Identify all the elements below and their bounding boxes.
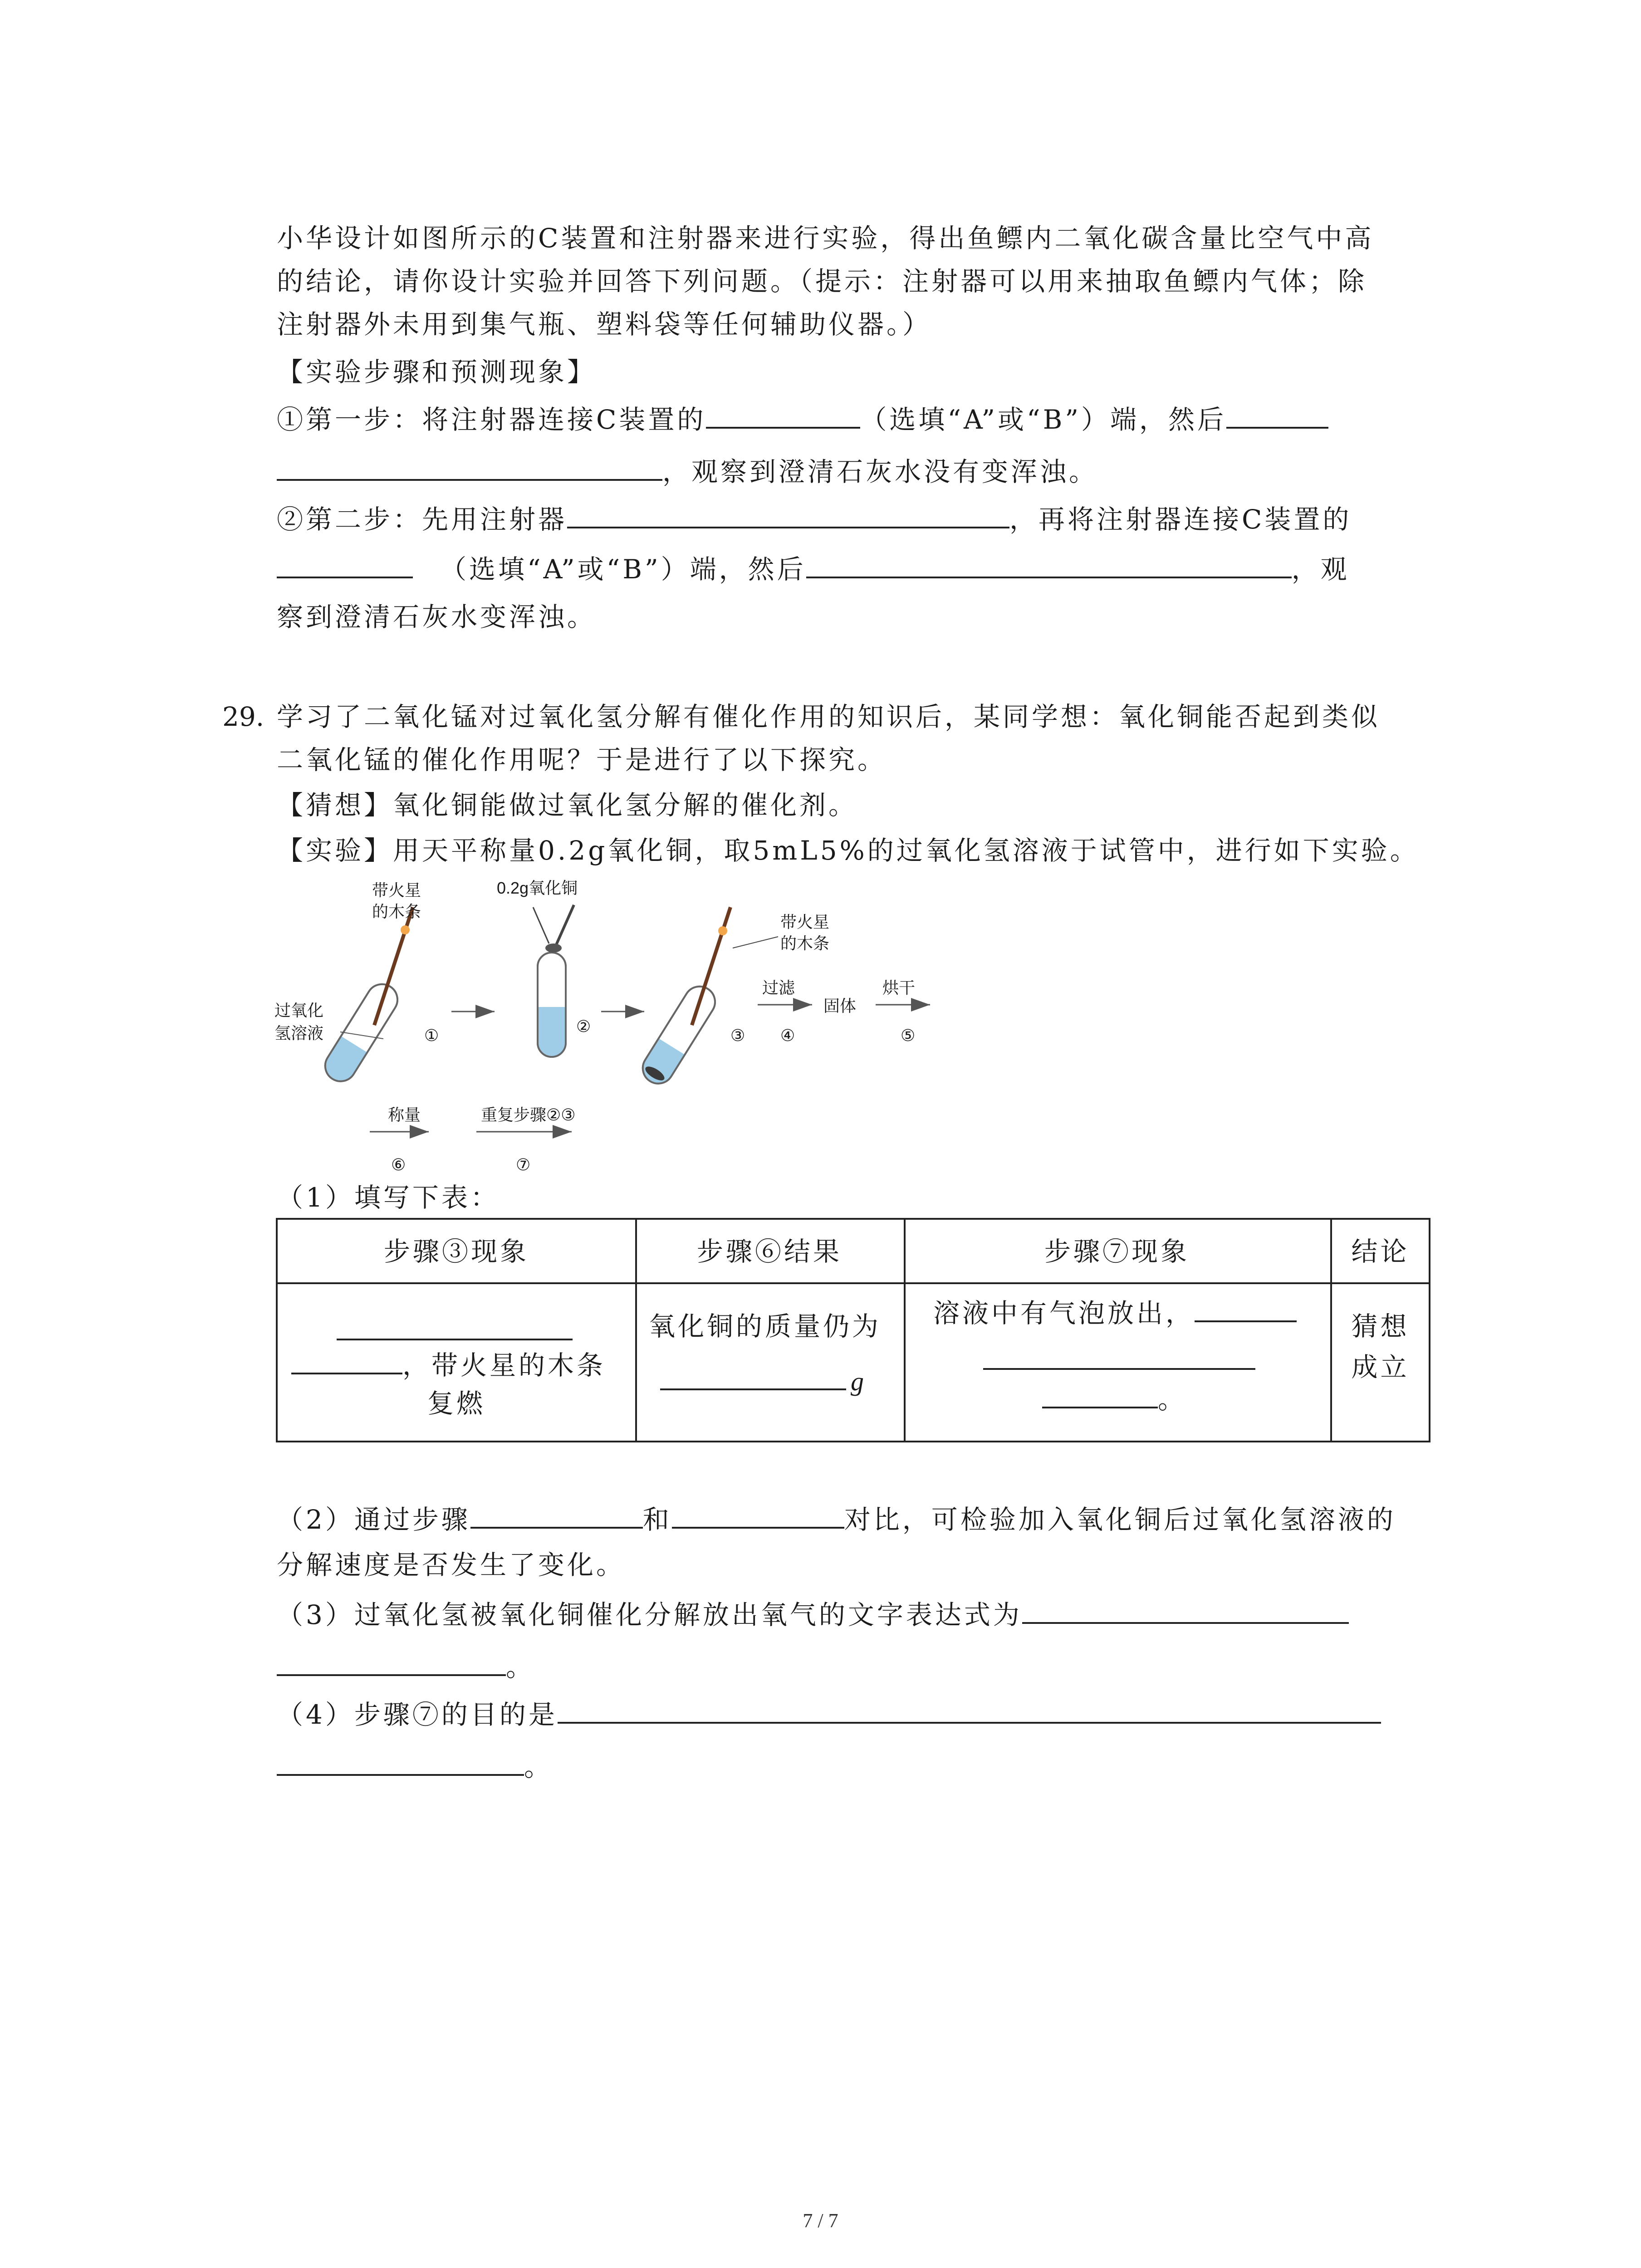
cell1-text: ，带火星的木条 <box>402 1350 606 1381</box>
ember-1 <box>401 925 410 934</box>
solution-label-a: 过氧化 <box>274 1001 324 1020</box>
cell2-text: 氧化铜的质量仍为 <box>649 1311 882 1342</box>
cell3-end: 。 <box>1158 1384 1187 1415</box>
page-number: 7 / 7 <box>803 2209 838 2232</box>
sub4-end: 。 <box>524 1751 554 1782</box>
sub-question-2-cont: 分解速度是否发生了变化。 <box>277 1549 626 1580</box>
step1-blank-end[interactable] <box>706 399 860 429</box>
sub2-blank-b[interactable] <box>672 1499 844 1529</box>
sub-question-3-cont <box>277 1644 535 1690</box>
q29-line-1: 学习了二氧化锰对过氧化氢分解有催化作用的知识后，某同学想：氧化铜能否起到类似 <box>277 701 1381 732</box>
step1-blank-action[interactable] <box>1226 399 1328 429</box>
intro-line-1: 小华设计如图所示的C装置和注射器来进行实验，得出鱼鳔内二氧化碳含量比空气中高 <box>277 223 1374 254</box>
sub3-text: （3）过氧化氢被氧化铜催化分解放出氧气的文字表达式为 <box>277 1599 1022 1630</box>
cell3-blank-a[interactable] <box>1195 1292 1297 1322</box>
steps-heading: 【实验步骤和预测现象】 <box>277 357 597 387</box>
splint1-label-a: 带火星 <box>372 881 421 899</box>
cell-conclusion <box>1330 1288 1430 1442</box>
spatula-head <box>545 943 562 953</box>
cell2-blank-mass[interactable] <box>660 1360 846 1390</box>
test-tube-2 <box>538 953 566 1057</box>
step-num-4: ④ <box>780 1026 795 1045</box>
cell1-blank-b[interactable] <box>291 1344 402 1374</box>
step1-text-c: ，观察到澄清石灰水没有变浑浊。 <box>662 456 1098 487</box>
experiment-diagram <box>272 875 975 1193</box>
cuo-label: 0.2g氧化铜 <box>497 879 578 897</box>
step2-text-c: （选填“A”或“B”）端，然后 <box>440 554 806 585</box>
filter-label: 过滤 <box>762 978 795 997</box>
cell3-blank-b[interactable] <box>983 1340 1255 1370</box>
cuo-leader <box>533 907 549 943</box>
splint2-leader <box>733 937 778 948</box>
test-tube-1 <box>319 978 403 1087</box>
intro-line-2: 的结论，请你设计实验并回答下列问题。（提示：注射器可以用来抽取鱼鳔内气体；除 <box>277 266 1367 297</box>
sub-question-4 <box>277 1692 1381 1737</box>
cell1-last: 复燃 <box>427 1388 485 1419</box>
cell4-line-2: 成立 <box>1351 1352 1410 1383</box>
sub-question-4-cont <box>277 1744 553 1789</box>
table-header-2: 步骤⑥结果 <box>696 1236 842 1267</box>
sub2-text-c: 对比，可检验加入氧化铜后过氧化氢溶液的 <box>844 1504 1396 1535</box>
step2-blank-end[interactable] <box>277 548 413 578</box>
step2-line-2 <box>277 547 1350 592</box>
splint2-label-b: 的木条 <box>780 934 830 953</box>
step2-text-b: ，再将注射器连接C装置的 <box>1009 504 1352 535</box>
sub4-blank-b[interactable] <box>277 1746 524 1776</box>
weigh-label: 称量 <box>388 1105 421 1124</box>
table-header-1: 步骤③现象 <box>383 1236 529 1267</box>
q29-guess: 【猜想】氧化铜能做过氧化氢分解的催化剂。 <box>277 790 858 821</box>
step-num-1: ① <box>424 1026 439 1045</box>
sub2-text-b: 和 <box>642 1504 672 1535</box>
cell4-line-1: 猜想 <box>1351 1311 1410 1342</box>
cell3-text: 溶液中有气泡放出， <box>933 1298 1195 1329</box>
sub2-text-a: （2）通过步骤 <box>277 1504 470 1535</box>
step2-line <box>277 497 1352 542</box>
sub3-blank-b[interactable] <box>277 1646 506 1676</box>
sub-question-2 <box>277 1497 1396 1542</box>
sub4-blank-a[interactable] <box>558 1694 1381 1724</box>
table-header-3: 步骤⑦现象 <box>1044 1236 1190 1267</box>
step2-line-3: 察到澄清石灰水变浑浊。 <box>277 601 597 632</box>
sub3-end: 。 <box>506 1652 535 1682</box>
step-num-5: ⑤ <box>901 1026 916 1045</box>
step1-text-b: （选填“A”或“B”）端，然后 <box>860 404 1226 435</box>
step-num-3: ③ <box>730 1026 745 1045</box>
step-num-7: ⑦ <box>516 1155 531 1174</box>
spatula <box>556 905 574 946</box>
repeat-label: 重复步骤②③ <box>481 1105 576 1124</box>
cell-step6-result <box>635 1288 904 1442</box>
step-num-6: ⑥ <box>391 1155 406 1174</box>
step1-line-2 <box>277 449 1098 494</box>
question-number: 29. <box>222 701 265 732</box>
step1-text-a: ①第一步：将注射器连接C装置的 <box>277 404 706 435</box>
splint2-label-a: 带火星 <box>780 913 830 931</box>
cell3-blank-c[interactable] <box>1042 1378 1158 1408</box>
cell2-unit: g <box>851 1367 867 1396</box>
step2-text-a: ②第二步：先用注射器 <box>277 504 568 535</box>
q29-experiment: 【实验】用天平称量0.2g氧化铜，取5mL5%的过氧化氢溶液于试管中，进行如下实验。 <box>277 835 1419 866</box>
test-tube-3 <box>637 981 721 1090</box>
step1-blank-action-cont[interactable] <box>277 451 662 481</box>
sub3-blank-a[interactable] <box>1022 1594 1349 1624</box>
results-table <box>276 1218 1430 1442</box>
step2-text-d: ，观 <box>1291 554 1350 585</box>
solid-label: 固体 <box>823 997 857 1015</box>
step1-line <box>277 397 1328 442</box>
q29-line-2: 二氧化锰的催化作用呢？于是进行了以下探究。 <box>277 744 887 775</box>
step-num-2: ② <box>576 1017 591 1036</box>
sub4-text: （4）步骤⑦的目的是 <box>277 1699 558 1730</box>
step2-blank-syringe[interactable] <box>567 499 1009 528</box>
sub-question-1: （1）填写下表： <box>277 1182 500 1213</box>
solution-label-b: 氢溶液 <box>274 1024 324 1042</box>
sub-question-3 <box>277 1592 1349 1637</box>
sub2-blank-a[interactable] <box>470 1499 643 1529</box>
splint1-label-b: 的木条 <box>372 902 421 921</box>
step2-blank-action[interactable] <box>806 548 1292 578</box>
cell-step3-phenomenon <box>278 1288 635 1442</box>
table-header-4: 结论 <box>1351 1236 1410 1267</box>
dry-label: 烘干 <box>882 978 916 997</box>
cell1-blank-a[interactable] <box>337 1310 573 1340</box>
cell-step7-phenomenon <box>904 1288 1330 1442</box>
ember-2 <box>718 926 727 935</box>
intro-line-3: 注射器外未用到集气瓶、塑料袋等任何辅助仪器。） <box>277 309 932 340</box>
